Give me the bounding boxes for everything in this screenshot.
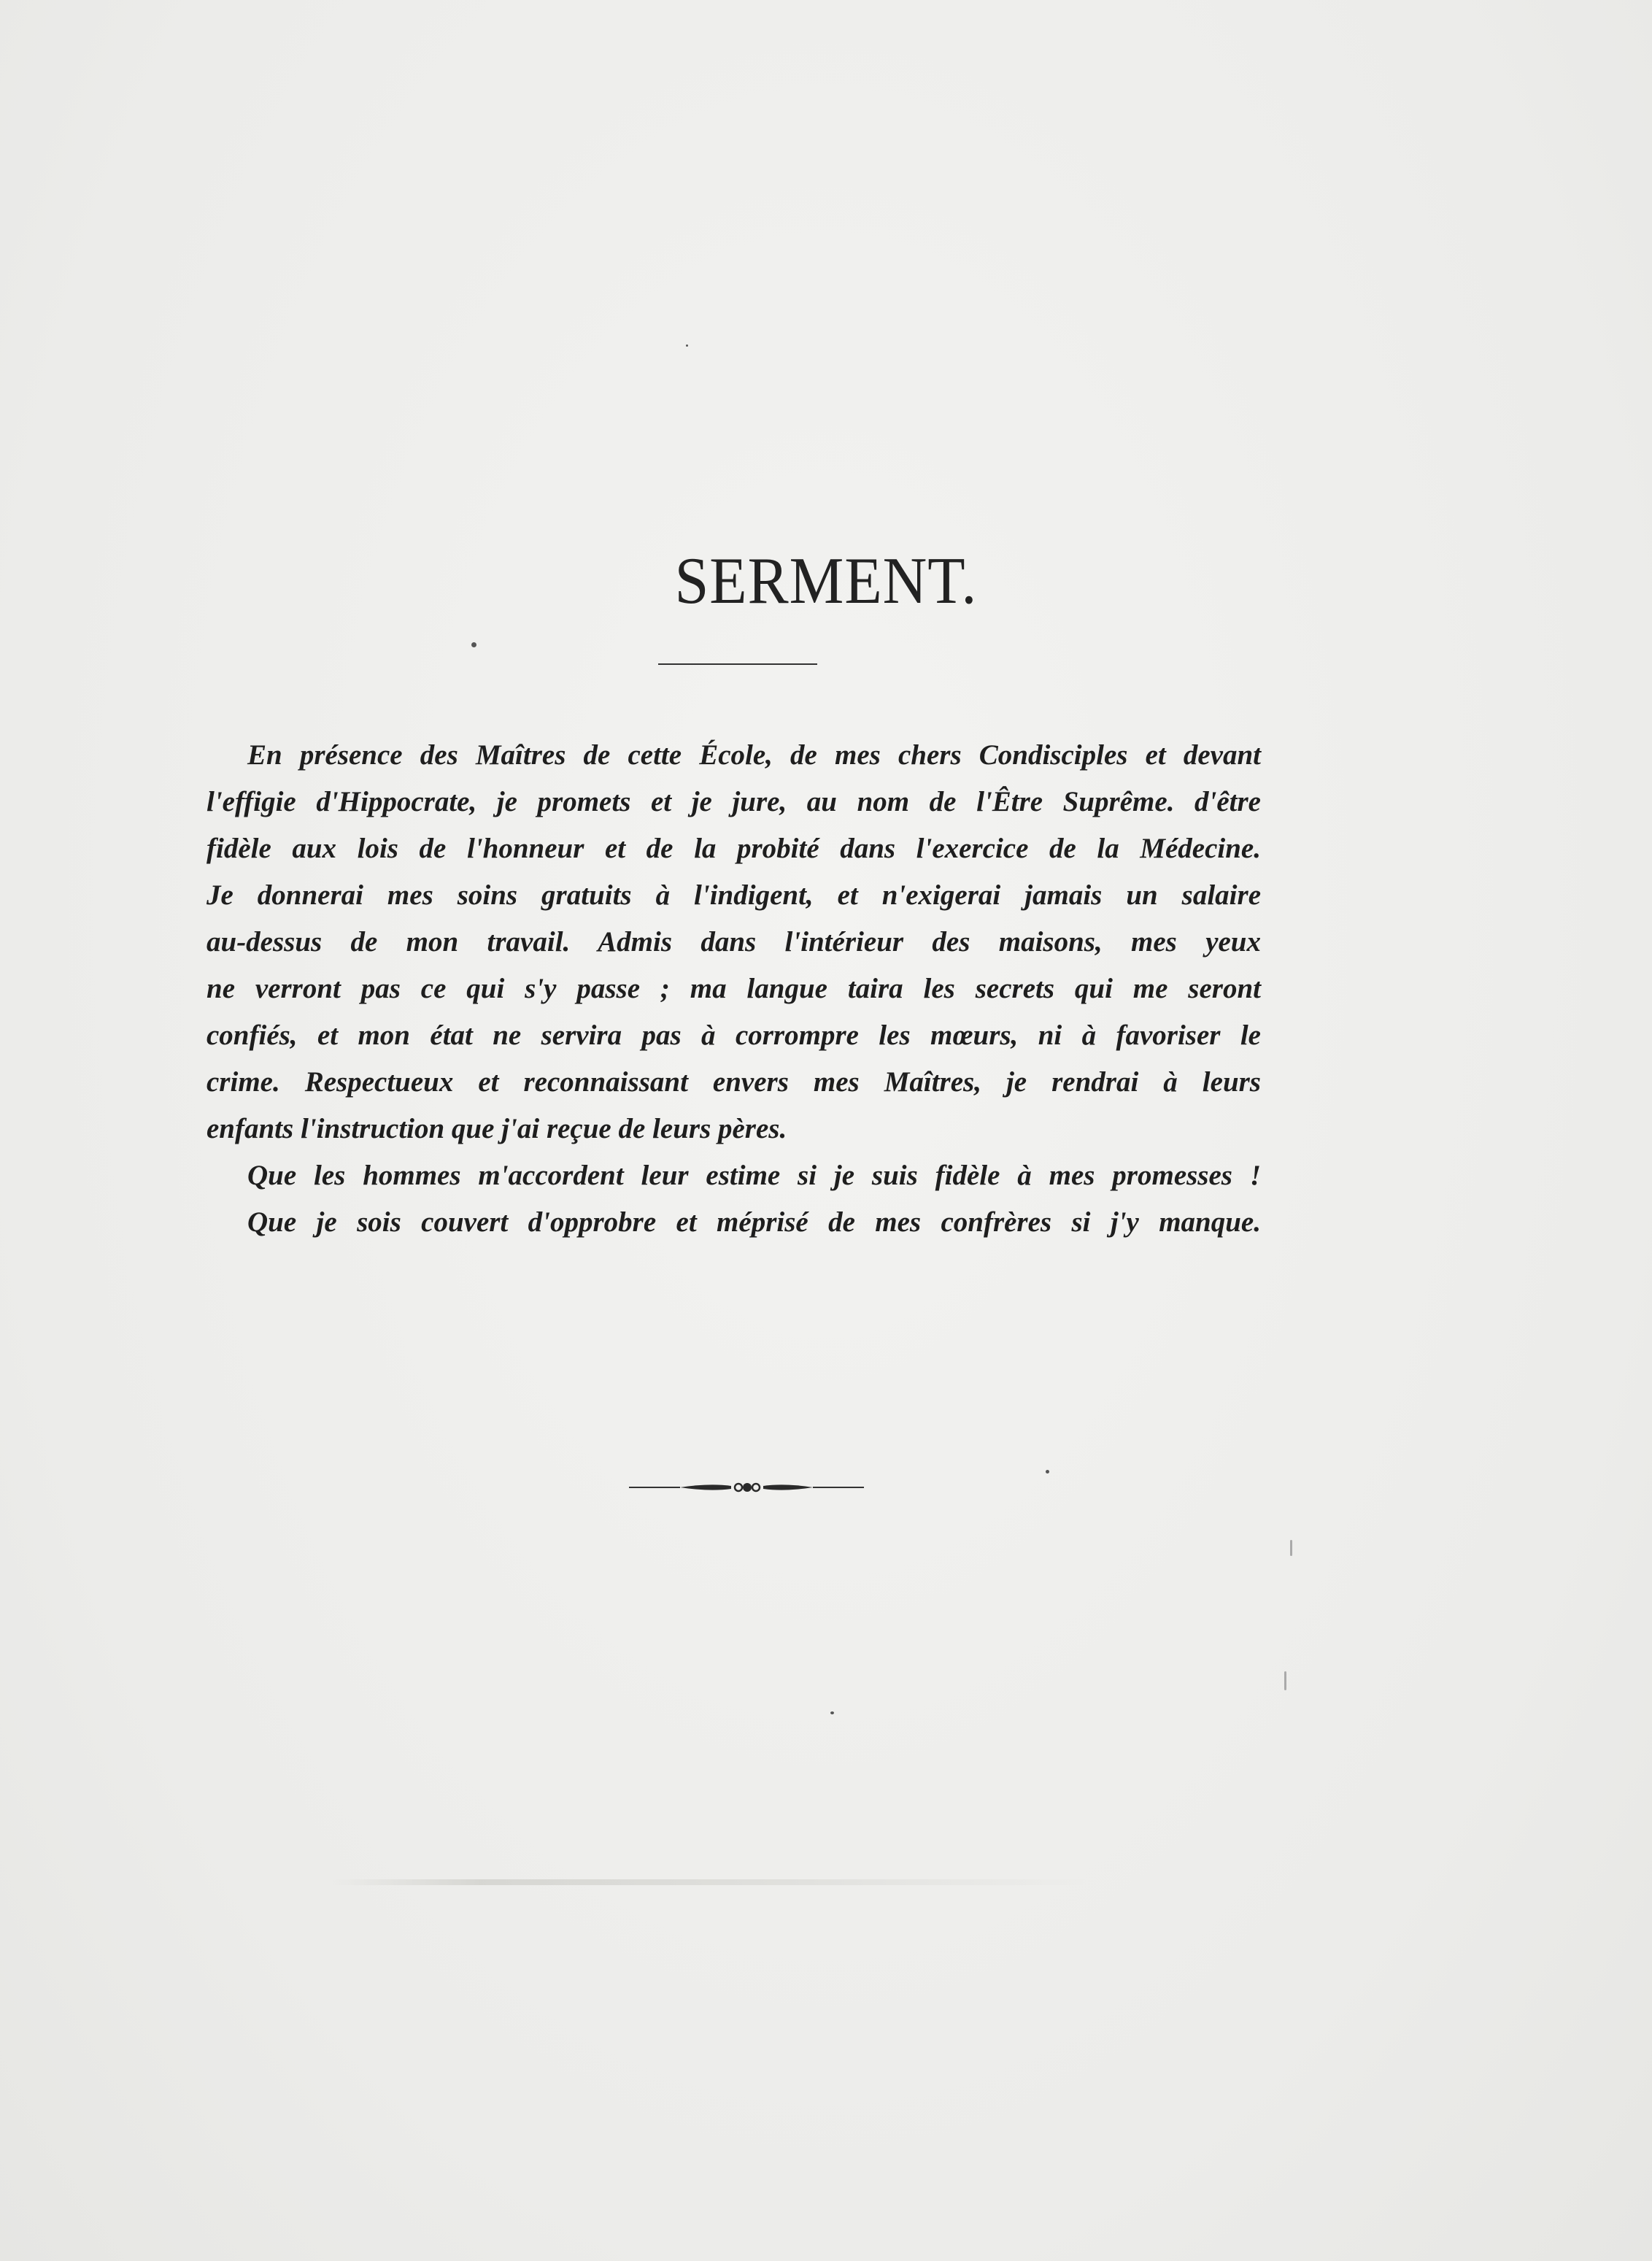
paper-speck (686, 344, 688, 347)
paper-speck (471, 642, 476, 647)
oath-line: En présence des Maîtres de cette École, de mes chers Condisciples et devant (247, 739, 1261, 771)
ornamental-divider-icon (629, 1479, 864, 1496)
paper-speck (1046, 1470, 1049, 1474)
oath-line: fidèle aux lois de l'honneur et de la probité dans l'exercice de la Médecine. (206, 833, 1261, 864)
oath-line: enfants l'instruction que j'ai reçue de leurs pères. (206, 1113, 787, 1144)
title-rule (658, 663, 817, 665)
oath-line: crime. Respectueux et reconnaissant envers mes Maîtres, je rendrai à leurs (206, 1066, 1261, 1098)
oath-line: confiés, et mon état ne servira pas à corrompre les mœurs, ni à favoriser le (206, 1020, 1261, 1051)
oath-line: ne verront pas ce qui s'y passe ; ma langue taira les secrets qui me seront (206, 973, 1261, 1004)
paper-speck (1284, 1671, 1286, 1690)
oath-line: l'effigie d'Hippocrate, je promets et je jure, au nom de l'Être Suprême. d'être (206, 786, 1261, 817)
oath-line: au-dessus de mon travail. Admis dans l'intérieur des maisons, mes yeux (206, 926, 1261, 958)
faint-bleed-through (328, 1879, 1087, 1885)
paper-speck (830, 1711, 834, 1714)
oath-text (206, 732, 1261, 1246)
oath-line: Que je sois couvert d'opprobre et méprisé de mes confrères si j'y manque. (247, 1206, 1261, 1238)
oath-line: Je donnerai mes soins gratuits à l'indigent, et n'exigerai jamais un salaire (206, 879, 1261, 911)
oath-line: Que les hommes m'accordent leur estime si je suis fidèle à mes promesses ! (247, 1160, 1261, 1191)
page-title: SERMENT. (674, 544, 978, 618)
paper-speck (1290, 1540, 1292, 1556)
